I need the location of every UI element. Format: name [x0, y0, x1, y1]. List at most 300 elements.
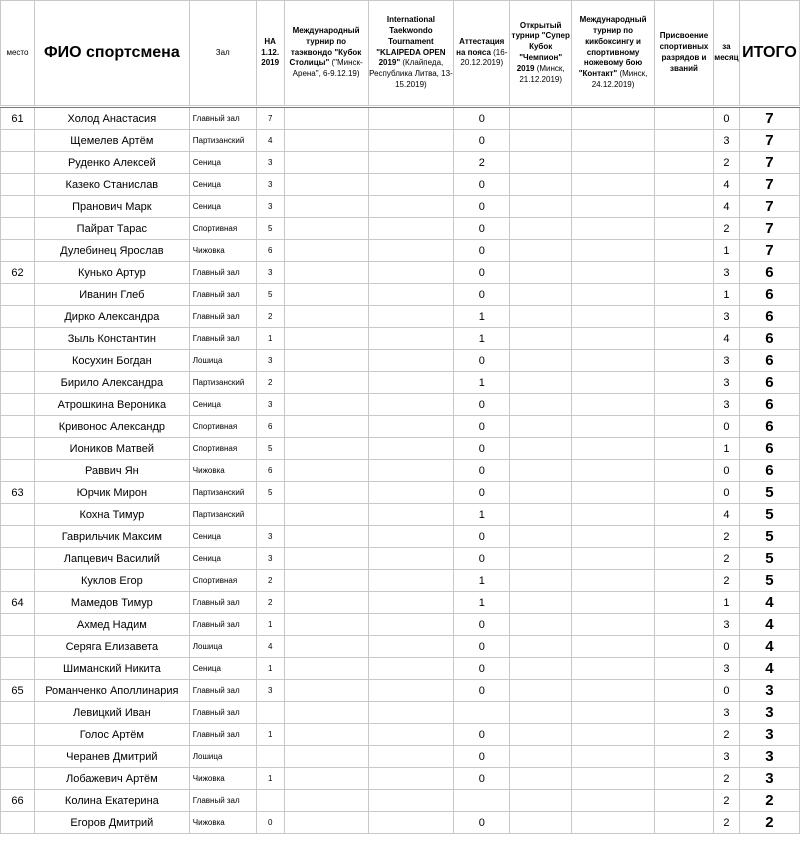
gym-cell: Сеница: [189, 196, 256, 218]
gym-cell: Партизанский: [189, 130, 256, 152]
event5-cell: [572, 548, 655, 570]
table-row: [1, 416, 800, 438]
total-cell: 6: [739, 460, 799, 482]
month-points-cell: 0: [713, 108, 739, 130]
attestation-cell: 0: [454, 130, 510, 152]
athlete-name-cell: Романченко Аполлинария: [34, 680, 189, 702]
event5-cell: [572, 372, 655, 394]
total-cell: 6: [739, 306, 799, 328]
attestation-cell: 0: [454, 614, 510, 636]
athlete-name-cell: Гаврильчик Максим: [34, 526, 189, 548]
table-row: [1, 570, 800, 592]
event4-cell: [510, 152, 572, 174]
total-cell: 6: [739, 438, 799, 460]
place-cell: [1, 218, 35, 240]
event1-cell: [284, 130, 368, 152]
event2-cell: [368, 680, 454, 702]
event1-cell: [284, 284, 368, 306]
table-row: [1, 460, 800, 482]
ranks-cell: [655, 548, 714, 570]
attestation-cell: [454, 702, 510, 724]
total-cell: 5: [739, 504, 799, 526]
start-points-cell: 2: [256, 372, 284, 394]
total-cell: 4: [739, 592, 799, 614]
month-points-cell: 4: [713, 196, 739, 218]
event5-cell: [572, 592, 655, 614]
event4-cell: [510, 240, 572, 262]
place-cell: [1, 702, 35, 724]
place-cell: [1, 548, 35, 570]
athlete-name-cell: Юрчик Мирон: [34, 482, 189, 504]
event4-cell: [510, 174, 572, 196]
event2-cell: [368, 746, 454, 768]
event5-cell: [572, 614, 655, 636]
ranks-cell: [655, 174, 714, 196]
event4-cell: [510, 658, 572, 680]
event3-details: (16-20.12.2019): [460, 47, 508, 68]
total-cell: 2: [739, 812, 799, 834]
ranks-cell: [655, 460, 714, 482]
event5-cell: [572, 482, 655, 504]
start-points-cell: [256, 790, 284, 812]
athlete-name-cell: Бирило Александра: [34, 372, 189, 394]
attestation-cell: 0: [454, 746, 510, 768]
total-cell: 5: [739, 548, 799, 570]
start-points-cell: 5: [256, 284, 284, 306]
athlete-name-cell: Левицкий Иван: [34, 702, 189, 724]
total-cell: 6: [739, 284, 799, 306]
event4-cell: [510, 416, 572, 438]
table-row: [1, 504, 800, 526]
ranks-cell: [655, 196, 714, 218]
event5-cell: [572, 438, 655, 460]
event1-cell: [284, 482, 368, 504]
gym-cell: Лошица: [189, 746, 256, 768]
ranks-cell: [655, 394, 714, 416]
total-cell: 3: [739, 724, 799, 746]
ranks-cell: [655, 218, 714, 240]
event5-cell: [572, 812, 655, 834]
total-cell: 6: [739, 416, 799, 438]
start-points-cell: 7: [256, 108, 284, 130]
start-points-cell: 2: [256, 592, 284, 614]
place-cell: 61: [1, 108, 35, 130]
gym-cell: Лошица: [189, 350, 256, 372]
event4-cell: [510, 262, 572, 284]
table-row: [1, 812, 800, 834]
event2-cell: [368, 152, 454, 174]
start-points-cell: 4: [256, 636, 284, 658]
month-points-cell: 2: [713, 218, 739, 240]
month-points-cell: 0: [713, 416, 739, 438]
event2-cell: [368, 328, 454, 350]
event5-cell: [572, 724, 655, 746]
table-row: [1, 614, 800, 636]
event1-cell: [284, 460, 368, 482]
table-row: [1, 548, 800, 570]
month-points-cell: 0: [713, 482, 739, 504]
table-row: [1, 702, 800, 724]
gym-cell: Чижовка: [189, 768, 256, 790]
athlete-name-cell: Зыль Константин: [34, 328, 189, 350]
month-points-cell: 2: [713, 152, 739, 174]
place-cell: [1, 768, 35, 790]
gym-cell: Главный зал: [189, 724, 256, 746]
athlete-name-cell: Егоров Дмитрий: [34, 812, 189, 834]
table-row: [1, 394, 800, 416]
event2-cell: [368, 548, 454, 570]
event4-cell: [510, 306, 572, 328]
gym-cell: Главный зал: [189, 108, 256, 130]
start-points-cell: 3: [256, 262, 284, 284]
event1-cell: [284, 218, 368, 240]
place-cell: [1, 306, 35, 328]
attestation-cell: 0: [454, 768, 510, 790]
place-cell: [1, 240, 35, 262]
total-cell: 6: [739, 394, 799, 416]
event4-cell: [510, 196, 572, 218]
place-cell: [1, 416, 35, 438]
gym-cell: Партизанский: [189, 372, 256, 394]
event5-cell: [572, 218, 655, 240]
total-cell: 5: [739, 482, 799, 504]
attestation-cell: 0: [454, 482, 510, 504]
event1-details: ("Минск-Арена", 6-9.12.19): [292, 58, 363, 79]
event2-cell: [368, 460, 454, 482]
gym-cell: Спортивная: [189, 218, 256, 240]
total-cell: 3: [739, 768, 799, 790]
event1-cell: [284, 196, 368, 218]
table-row: [1, 130, 800, 152]
event5-cell: [572, 526, 655, 548]
event4-cell: [510, 724, 572, 746]
event4-cell: [510, 284, 572, 306]
event2-cell: [368, 196, 454, 218]
event2-cell: [368, 438, 454, 460]
athlete-name-cell: Дирко Александра: [34, 306, 189, 328]
place-cell: [1, 372, 35, 394]
place-cell: [1, 570, 35, 592]
event2-cell: [368, 218, 454, 240]
event2-cell: [368, 658, 454, 680]
event1-cell: [284, 614, 368, 636]
attestation-cell: 0: [454, 394, 510, 416]
start-points-cell: 0: [256, 812, 284, 834]
place-cell: [1, 438, 35, 460]
event5-cell: [572, 284, 655, 306]
event5-cell: [572, 504, 655, 526]
athlete-name-cell: Иванин Глеб: [34, 284, 189, 306]
event2-cell: [368, 108, 454, 130]
start-points-cell: [256, 504, 284, 526]
athlete-name-cell: Мамедов Тимур: [34, 592, 189, 614]
athlete-name-cell: Иоников Матвей: [34, 438, 189, 460]
attestation-cell: 0: [454, 460, 510, 482]
event5-cell: [572, 306, 655, 328]
event4-cell: [510, 570, 572, 592]
attestation-cell: 0: [454, 636, 510, 658]
event5-cell: [572, 262, 655, 284]
event1-cell: [284, 328, 368, 350]
month-points-cell: 2: [713, 768, 739, 790]
place-cell: [1, 284, 35, 306]
total-cell: 7: [739, 174, 799, 196]
col-header-name: ФИО спортсмена: [34, 1, 189, 106]
table-row: [1, 196, 800, 218]
attestation-cell: 0: [454, 680, 510, 702]
ranks-cell: [655, 724, 714, 746]
event5-title: Международный турнир по кикбоксингу и спортивному ножевому бою "Контакт": [578, 15, 647, 79]
event1-cell: [284, 526, 368, 548]
ranks-cell: [655, 504, 714, 526]
event4-cell: [510, 636, 572, 658]
ranks-cell: [655, 372, 714, 394]
place-cell: [1, 174, 35, 196]
event1-cell: [284, 152, 368, 174]
total-cell: 7: [739, 130, 799, 152]
event5-cell: [572, 196, 655, 218]
table-row: [1, 526, 800, 548]
place-cell: 63: [1, 482, 35, 504]
event1-cell: [284, 658, 368, 680]
place-cell: [1, 812, 35, 834]
gym-cell: Главный зал: [189, 614, 256, 636]
gym-cell: Главный зал: [189, 790, 256, 812]
month-points-cell: 3: [713, 350, 739, 372]
place-cell: [1, 152, 35, 174]
athlete-name-cell: Казеко Станислав: [34, 174, 189, 196]
event1-cell: [284, 306, 368, 328]
start-points-cell: 2: [256, 306, 284, 328]
event1-cell: [284, 108, 368, 130]
total-cell: 7: [739, 218, 799, 240]
event5-cell: [572, 328, 655, 350]
event1-cell: [284, 724, 368, 746]
month-points-cell: 3: [713, 614, 739, 636]
table-row: [1, 438, 800, 460]
event1-cell: [284, 240, 368, 262]
start-points-cell: 6: [256, 416, 284, 438]
event4-cell: [510, 812, 572, 834]
event1-cell: [284, 262, 368, 284]
start-points-cell: 3: [256, 526, 284, 548]
ranks-cell: [655, 284, 714, 306]
gym-cell: Сеница: [189, 548, 256, 570]
gym-cell: Сеница: [189, 526, 256, 548]
total-cell: 7: [739, 240, 799, 262]
ranks-cell: [655, 746, 714, 768]
gym-cell: Партизанский: [189, 482, 256, 504]
start-points-cell: 1: [256, 658, 284, 680]
event5-cell: [572, 460, 655, 482]
start-points-cell: 5: [256, 438, 284, 460]
month-points-cell: 3: [713, 262, 739, 284]
gym-cell: Чижовка: [189, 460, 256, 482]
month-points-cell: 1: [713, 592, 739, 614]
attestation-cell: 1: [454, 328, 510, 350]
attestation-cell: 0: [454, 108, 510, 130]
event4-cell: [510, 790, 572, 812]
col-header-event1: [284, 1, 368, 106]
start-points-cell: 3: [256, 174, 284, 196]
athlete-name-cell: Лапцевич Василий: [34, 548, 189, 570]
month-points-cell: 3: [713, 658, 739, 680]
attestation-cell: 1: [454, 592, 510, 614]
athlete-name-cell: Щемелев Артём: [34, 130, 189, 152]
event5-cell: [572, 416, 655, 438]
place-cell: [1, 328, 35, 350]
event4-cell: [510, 548, 572, 570]
table-row: [1, 108, 800, 130]
event1-cell: [284, 548, 368, 570]
start-points-cell: 6: [256, 460, 284, 482]
table-row: [1, 218, 800, 240]
place-cell: [1, 460, 35, 482]
event4-cell: [510, 746, 572, 768]
place-cell: [1, 614, 35, 636]
event2-cell: [368, 262, 454, 284]
ranks-cell: [655, 658, 714, 680]
attestation-cell: 0: [454, 174, 510, 196]
ranks-cell: [655, 482, 714, 504]
event4-cell: [510, 460, 572, 482]
event2-cell: [368, 130, 454, 152]
start-points-cell: 3: [256, 152, 284, 174]
event2-cell: [368, 724, 454, 746]
event4-cell: [510, 702, 572, 724]
athlete-name-cell: Пранович Марк: [34, 196, 189, 218]
month-points-cell: 3: [713, 746, 739, 768]
col-header-gym: Зал: [189, 1, 256, 106]
event5-cell: [572, 350, 655, 372]
month-points-cell: 2: [713, 526, 739, 548]
ranks-cell: [655, 438, 714, 460]
total-cell: 4: [739, 658, 799, 680]
event2-cell: [368, 284, 454, 306]
table-row: [1, 152, 800, 174]
event5-cell: [572, 108, 655, 130]
athlete-name-cell: Кривонос Александр: [34, 416, 189, 438]
month-points-cell: 0: [713, 680, 739, 702]
attestation-cell: 0: [454, 438, 510, 460]
total-cell: 7: [739, 196, 799, 218]
total-cell: 4: [739, 636, 799, 658]
month-points-cell: 4: [713, 504, 739, 526]
athlete-name-cell: Голос Артём: [34, 724, 189, 746]
start-points-cell: 3: [256, 394, 284, 416]
athlete-name-cell: Ахмед Надим: [34, 614, 189, 636]
event2-cell: [368, 636, 454, 658]
total-cell: 7: [739, 152, 799, 174]
table-row: [1, 746, 800, 768]
month-points-cell: 2: [713, 790, 739, 812]
event5-cell: [572, 680, 655, 702]
event4-cell: [510, 526, 572, 548]
athlete-name-cell: Дулебинец Ярослав: [34, 240, 189, 262]
gym-cell: Главный зал: [189, 262, 256, 284]
ranks-cell: [655, 570, 714, 592]
event4-cell: [510, 680, 572, 702]
gym-cell: Главный зал: [189, 284, 256, 306]
ranks-cell: [655, 306, 714, 328]
event1-cell: [284, 636, 368, 658]
gym-cell: Сеница: [189, 174, 256, 196]
month-points-cell: 0: [713, 460, 739, 482]
athlete-name-cell: Куклов Егор: [34, 570, 189, 592]
col-header-place: место: [1, 1, 35, 106]
athlete-name-cell: Раввич Ян: [34, 460, 189, 482]
athlete-name-cell: Атрошкина Вероника: [34, 394, 189, 416]
start-points-cell: 1: [256, 768, 284, 790]
month-points-cell: 2: [713, 548, 739, 570]
event4-title: Открытый турнир "Супер Кубок "Чемпион" 2019: [511, 20, 570, 73]
event2-cell: [368, 702, 454, 724]
table-row: [1, 592, 800, 614]
ranks-cell: [655, 702, 714, 724]
attestation-cell: 0: [454, 658, 510, 680]
event1-cell: [284, 174, 368, 196]
total-cell: 6: [739, 372, 799, 394]
event2-cell: [368, 350, 454, 372]
table-row: [1, 240, 800, 262]
event4-cell: [510, 438, 572, 460]
total-cell: 3: [739, 702, 799, 724]
event2-cell: [368, 790, 454, 812]
event4-cell: [510, 592, 572, 614]
start-points-cell: 2: [256, 570, 284, 592]
month-points-cell: 0: [713, 636, 739, 658]
event2-cell: [368, 768, 454, 790]
athlete-name-cell: Серяга Елизавета: [34, 636, 189, 658]
month-points-cell: 3: [713, 394, 739, 416]
table-row: [1, 680, 800, 702]
ranks-cell: [655, 790, 714, 812]
attestation-cell: 0: [454, 262, 510, 284]
ranks-cell: [655, 262, 714, 284]
place-cell: [1, 504, 35, 526]
total-cell: 6: [739, 350, 799, 372]
event5-cell: [572, 658, 655, 680]
ranks-cell: [655, 328, 714, 350]
total-cell: 4: [739, 614, 799, 636]
month-points-cell: 4: [713, 328, 739, 350]
event5-cell: [572, 570, 655, 592]
ranks-cell: [655, 526, 714, 548]
total-cell: 3: [739, 746, 799, 768]
event4-cell: [510, 350, 572, 372]
place-cell: 64: [1, 592, 35, 614]
ranks-cell: [655, 240, 714, 262]
event2-cell: [368, 570, 454, 592]
event1-title: Международный турнир по таэквондо "Кубок Столицы": [289, 26, 362, 68]
attestation-cell: 0: [454, 284, 510, 306]
gym-cell: Спортивная: [189, 570, 256, 592]
event1-cell: [284, 680, 368, 702]
event1-cell: [284, 570, 368, 592]
event5-cell: [572, 394, 655, 416]
ranks-cell: [655, 768, 714, 790]
table-row: [1, 724, 800, 746]
month-points-cell: 3: [713, 372, 739, 394]
athlete-name-cell: Шиманский Никита: [34, 658, 189, 680]
col-header-total: ИТОГО: [739, 1, 799, 106]
event3-title: Аттестация на пояса: [456, 36, 505, 57]
table-row: [1, 174, 800, 196]
event2-title: International Taekwondo Tournament "KLAIPEDA OPEN 2019": [376, 15, 446, 68]
place-cell: [1, 394, 35, 416]
table-row: [1, 284, 800, 306]
athlete-name-cell: Руденко Алексей: [34, 152, 189, 174]
